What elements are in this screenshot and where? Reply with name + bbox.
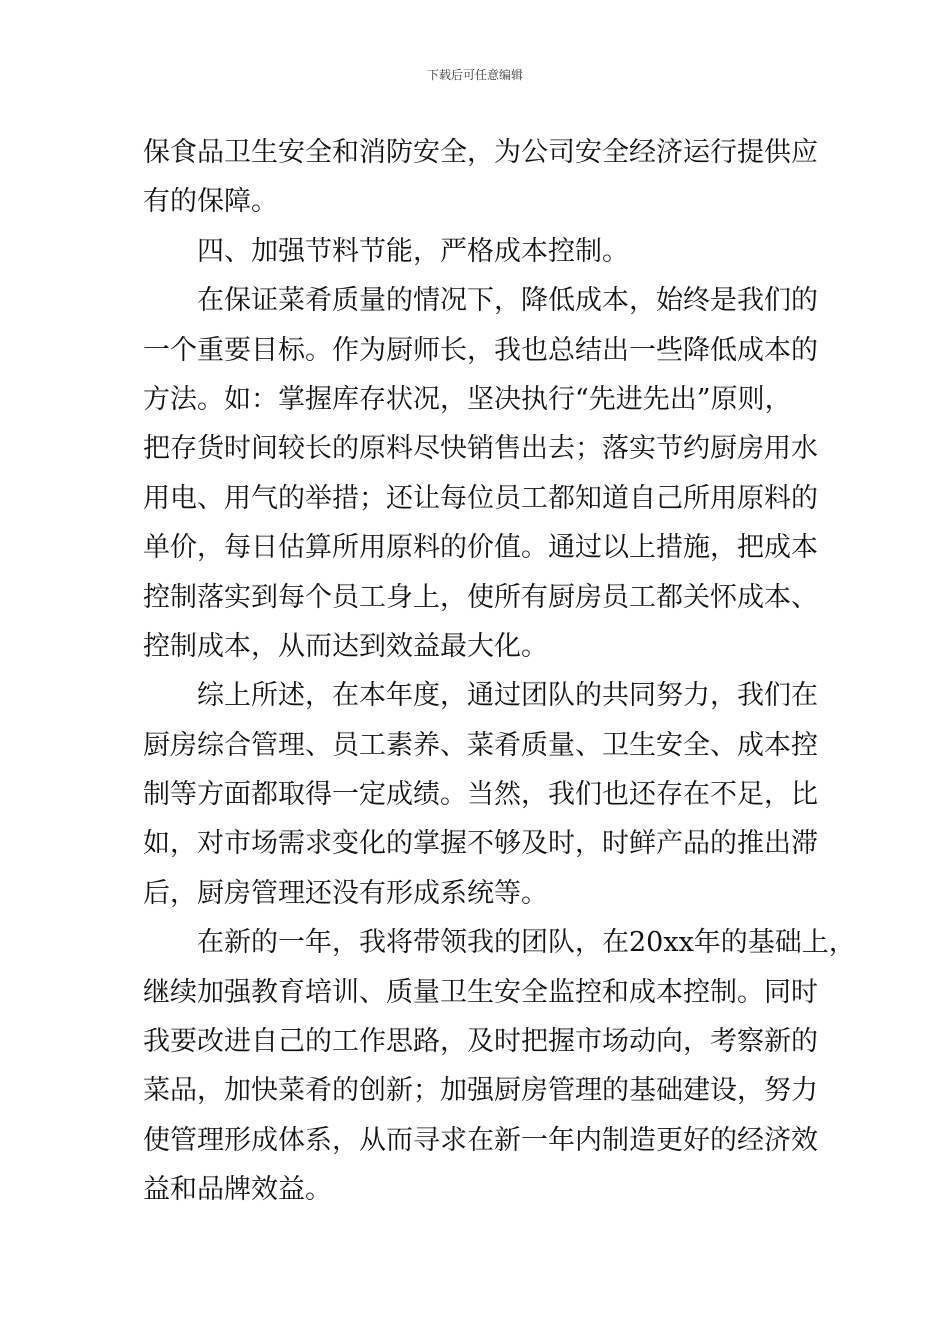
text-line: 厨房综合管理、员工素养、菜肴质量、卫生安全、成本控 bbox=[143, 729, 818, 761]
text-line: 控制成本，从而达到效益最大化。 bbox=[143, 630, 548, 662]
text-line: 把存货时间较长的原料尽快销售出去；落实节约厨房用水 bbox=[143, 433, 818, 465]
text-line: 用电、用气的举措；还让每位员工都知道自己所用原料的 bbox=[143, 482, 818, 514]
text-line: 我要改进自己的工作思路，及时把握市场动向，考察新的 bbox=[143, 1026, 818, 1058]
text-line: 如，对市场需求变化的掌握不够及时，时鲜产品的推出滞 bbox=[143, 828, 818, 860]
text-line: 一个重要目标。作为厨师长，我也总结出一些降低成本的 bbox=[143, 334, 818, 366]
text-line: 单价，每日估算所用原料的价值。通过以上措施，把成本 bbox=[143, 532, 818, 564]
text-line: 菜品，加快菜肴的创新；加强厨房管理的基础建设，努力 bbox=[143, 1075, 818, 1107]
text-line: 有的保障。 bbox=[143, 186, 278, 218]
text-line: 在新的一年，我将带领我的团队，在20xx年的基础上， bbox=[197, 927, 856, 959]
text-line: 后，厨房管理还没有形成系统等。 bbox=[143, 877, 548, 909]
text-line: 继续加强教育培训、质量卫生安全监控和成本控制。同时 bbox=[143, 976, 818, 1008]
text-line: 使管理形成体系，从而寻求在新一年内制造更好的经济效 bbox=[143, 1124, 818, 1156]
text-line: 方法。如：掌握库存状况，坚决执行“先进先出”原则， bbox=[143, 383, 792, 415]
section-heading: 四、加强节料节能，严格成本控制。 bbox=[197, 235, 629, 267]
text-line: 制等方面都取得一定成绩。当然，我们也还存在不足，比 bbox=[143, 779, 818, 811]
document-body bbox=[143, 128, 856, 1215]
page-header-note: 下载后可任意编辑 bbox=[426, 68, 523, 82]
text-line: 益和品牌效益。 bbox=[143, 1174, 332, 1206]
text-line: 保食品卫生安全和消防安全，为公司安全经济运行提供应 bbox=[143, 137, 818, 168]
text-line: 在保证菜肴质量的情况下，降低成本，始终是我们的 bbox=[197, 285, 818, 317]
text-line: 综上所述，在本年度，通过团队的共同努力，我们在 bbox=[197, 680, 818, 712]
text-line: 控制落实到每个员工身上，使所有厨房员工都关怀成本、 bbox=[143, 581, 818, 613]
